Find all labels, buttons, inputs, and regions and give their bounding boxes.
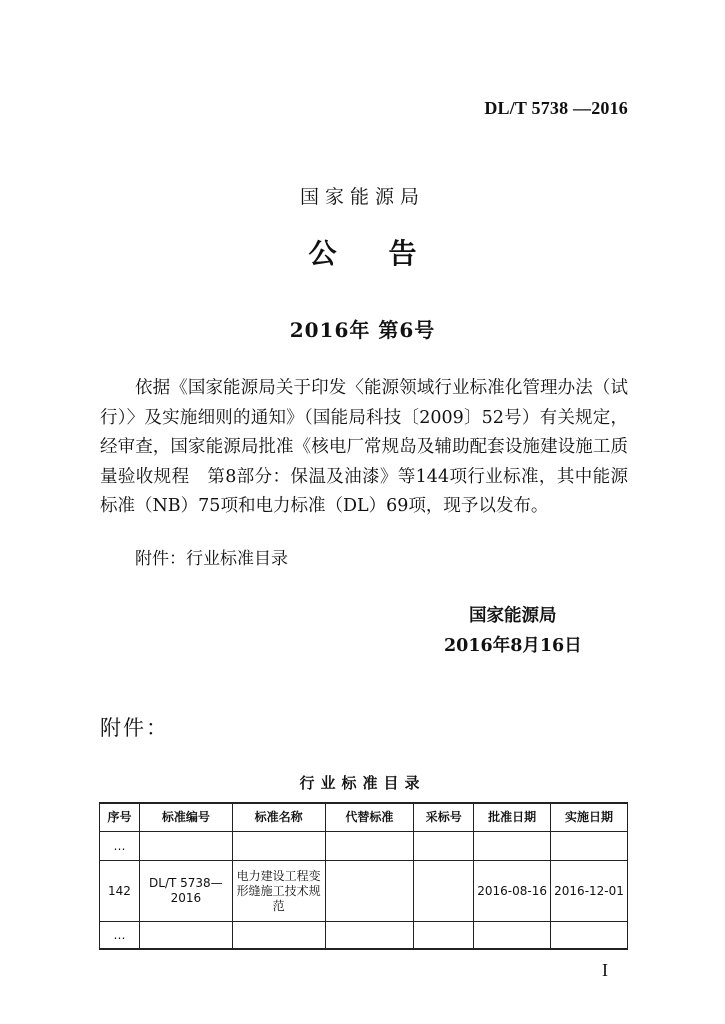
table-cell bbox=[474, 922, 551, 950]
table-cell bbox=[551, 922, 628, 950]
table-cell: 电力建设工程变形缝施工技术规范 bbox=[232, 861, 325, 922]
table-cell bbox=[414, 922, 474, 950]
notice-body: 依据《国家能源局关于印发〈能源领域行业标准化管理办法（试行）〉及实施细则的通知》（国能局科技〔2009〕52号）有关规定，经审查，国家能源局批准《核电厂常规岛及辅助配套设施建设施工质量验收规程 第8部分：保温及油漆》等144项行业标准，其中能源标准（NB）75项和电力标准（DL）69项，现予以发布。 bbox=[100, 378, 628, 516]
table-cell bbox=[414, 861, 474, 922]
col-header-code: 标准编号 bbox=[139, 803, 232, 832]
signature-org: 国家能源局 bbox=[469, 606, 557, 626]
table-cell: 142 bbox=[100, 861, 140, 922]
table-row bbox=[100, 832, 628, 861]
table-cell bbox=[325, 832, 414, 861]
signature-date: 2016年8月16日 bbox=[444, 636, 582, 656]
table-cell: … bbox=[100, 922, 140, 950]
col-header-adopted: 采标号 bbox=[414, 803, 474, 832]
table-cell bbox=[232, 832, 325, 861]
standard-code: DL/T 5738 —2016 bbox=[484, 98, 628, 118]
table-cell bbox=[325, 922, 414, 950]
notice-issuer: 国家能源局 bbox=[299, 186, 425, 208]
table-row bbox=[100, 922, 628, 950]
table-cell bbox=[325, 861, 414, 922]
table-cell: 2016-08-16 bbox=[474, 861, 551, 922]
attachment-line: 附件：行业标准目录 bbox=[135, 549, 288, 569]
table-cell bbox=[139, 922, 232, 950]
col-header-approval-date: 批准日期 bbox=[474, 803, 551, 832]
table-header-row bbox=[100, 803, 628, 832]
table-row bbox=[100, 861, 628, 922]
table-cell bbox=[232, 922, 325, 950]
table-title: 行业标准目录 bbox=[299, 774, 426, 792]
table-cell bbox=[139, 832, 232, 861]
col-header-effective-date: 实施日期 bbox=[551, 803, 628, 832]
table-cell: 2016-12-01 bbox=[551, 861, 628, 922]
table-cell: DL/T 5738—2016 bbox=[139, 861, 232, 922]
issue-number: 2016年 第6号 bbox=[289, 318, 436, 342]
attachment-heading: 附件： bbox=[100, 716, 169, 740]
table-cell bbox=[414, 832, 474, 861]
table-cell: … bbox=[100, 832, 140, 861]
table-cell bbox=[551, 832, 628, 861]
col-header-replaces: 代替标准 bbox=[325, 803, 414, 832]
table-cell bbox=[474, 832, 551, 861]
page-number: I bbox=[602, 960, 608, 980]
col-header-serial: 序号 bbox=[100, 803, 140, 832]
standards-table bbox=[99, 802, 628, 950]
notice-title: 公告 bbox=[308, 237, 469, 270]
col-header-name: 标准名称 bbox=[232, 803, 325, 832]
